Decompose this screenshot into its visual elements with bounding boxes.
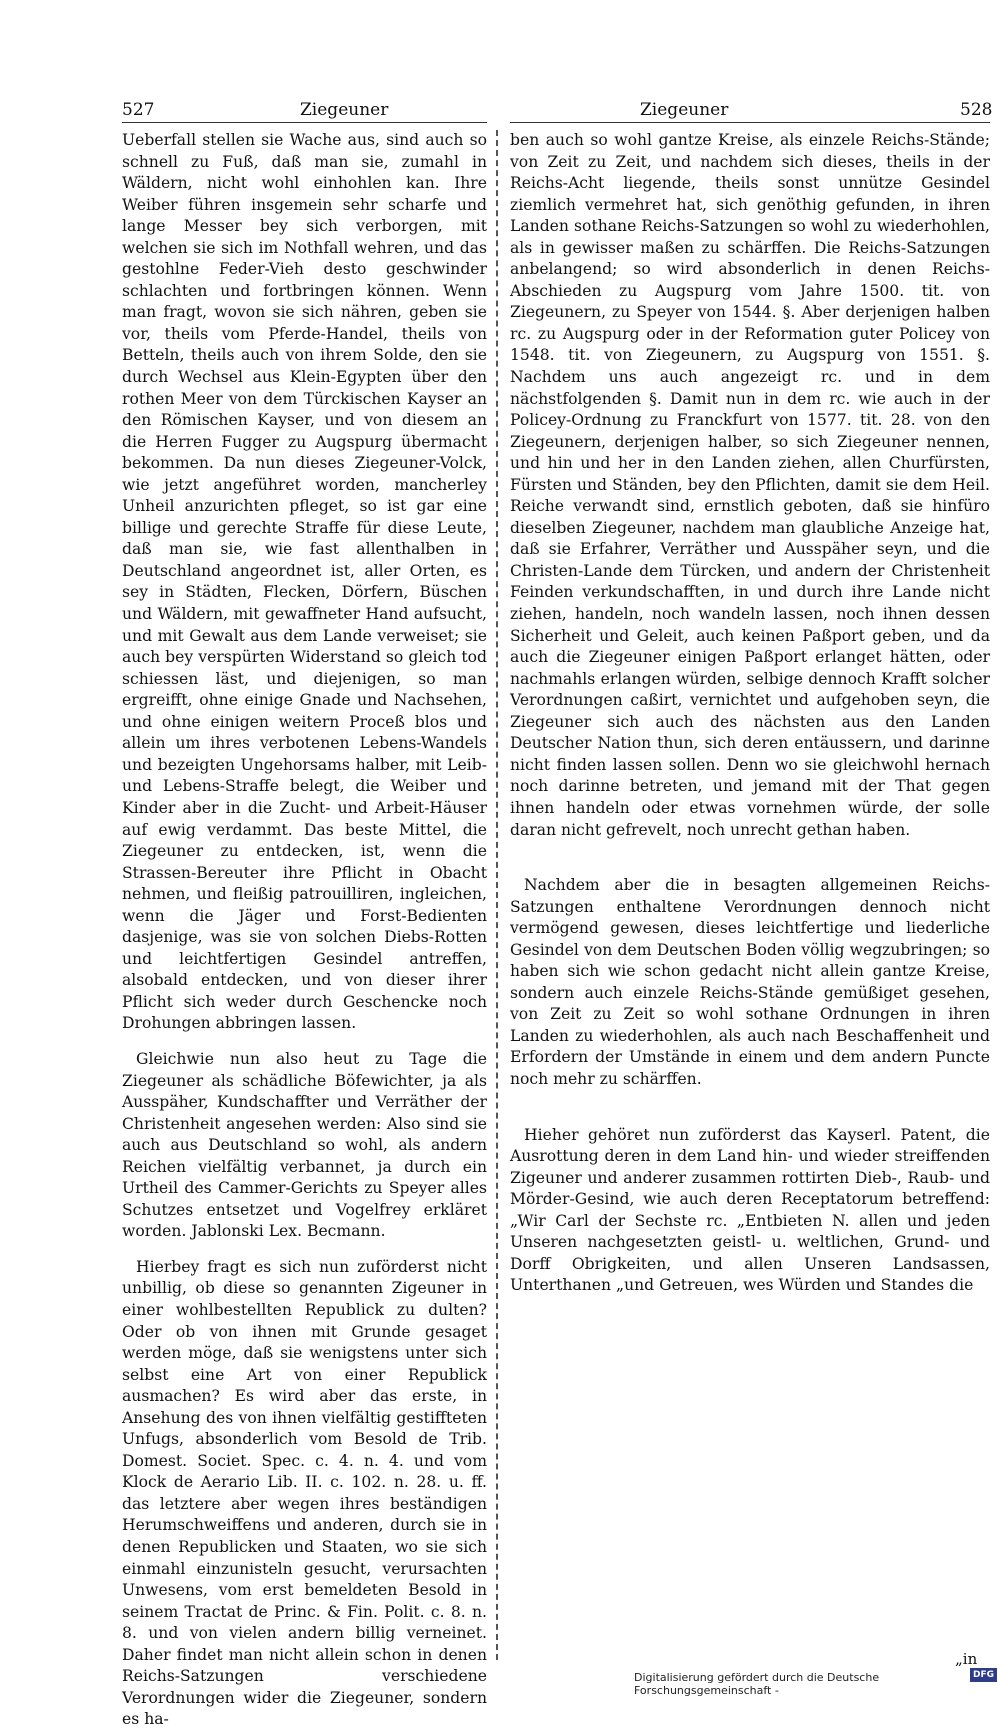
right-page-number: 528	[960, 100, 993, 120]
digitization-credit: Digitalisierung gefördert durch die Deutsche Forschungsgemeinschaft -	[634, 1671, 880, 1697]
header-rule-right	[510, 122, 990, 123]
catchword: „in	[955, 1650, 978, 1668]
left-text-column	[122, 130, 487, 1731]
left-paragraph-1: Ueberfall stellen sie Wache aus, sind auch so schnell zu Fuß, daß man sie, zumahl in Wäldern, nicht wohl einhohlen kan. Ihre Weiber führen insgemein sehr scharfe und lange Messer bey sich verborgen, mit welchen sie sich im Nothfall wehren, und das gestohlne Feder-Vieh desto geschwinder schlachten und fortbringen können. Wenn man fragt, wovon sie sich nähren, geben sie vor, theils vom Pferde-Handel, theils von Betteln, theils auch von ihrem Solde, den sie durch Wechsel aus Klein-Egypten über den rothen Meer von dem Türckischen Kayser an den Römischen Kayser, und von diesem an die Herren Fugger zu Augspurg übermacht bekommen. Da nun dieses Ziegeuner-Volck, wie jetzt angeführet worden, mancherley Unheil anzurichten pfleget, so ist gar eine billige und gerechte Straffe für diese Leute, daß man sie, wie fast allenthalben in Deutschland angeordnet ist, aller Orten, es sey in Städten, Flecken, Dörfern, Büschen und Wäldern, mit gewaffneter Hand aufsucht, und mit Gewalt aus dem Lande verweiset; sie auch bey verspürten Widerstand so gleich tod schiessen läst, und diejenigen, so man ergreifft, ohne einige Gnade und Nachsehen, und ohne einigen weitern Proceß blos und allein um ihres verbotenen Lebens-Wandels und bezeigten Ungehorsams halber, mit Leib- und Lebens-Straffe belegt, die Weiber und Kinder aber in die Zucht- und Arbeit-Häuser auf ewig verdammt. Das beste Mittel, die Ziegeuner zu entdecken, ist, wenn die Strassen-Bereuter ihre Pflicht in Obacht nehmen, und fleißig patrouilliren, ingleichen, wenn die Jäger und Forst-Bedienten dasjenige, was sie von solchen Diebs-Rotten und leichtfertigen Gesindel antreffen, alsobald entdecken, und von dieser ihrer Pflicht sich weder durch Geschencke noch Drohungen abbringen lassen.	[122, 131, 487, 1033]
right-paragraph-1: ben auch so wohl gantze Kreise, als einzele Reichs-Stände; von Zeit zu Zeit, und nachdem sich dieses, theils in der Reichs-Acht liegende, theils sonst unnütze Gesindel ziemlich vermehret hat, sich genöthig gefunden, in ihren Landen sothane Reichs-Satzungen so wohl zu wiederhohlen, als in gewisser maßen zu schärffen. Die Reichs-Satzungen anbelangend; so wird absonderlich in denen Reichs-Abschieden zu Augspurg vom Jahre 1500. tit. von Ziegeunern, zu Speyer von 1544. §. Aber derjenigen halben rc. zu Augspurg oder in der Reformation guter Policey von 1548. tit. von Ziegeunern, zu Augspurg von 1551. §. Nachdem uns auch angezeigt rc. und in dem nächstfolgenden §. Damit nun in dem rc. wie auch in der Policey-Ordnung zu Franckfurt von 1577. tit. 28. von den Ziegeunern, derjenigen halber, so sich Ziegeuner nennen, und hin und her in den Landen ziehen, allen Churfürsten, Fürsten und Ständen, bey den Pflichten, damit sie dem Heil. Reiche verwandt sind, ernstlich geboten, daß sie hinfüro dieselben Ziegeuner, nachdem man glaubliche Anzeige hat, daß sie Erfahrer, Verräther und Ausspäher seyn, und die Christen-Lande dem Türcken, und andern der Christenheit Feinden verkundschafften, in und durch ihre Lande nicht ziehen, handeln, noch wandeln lassen, noch ihnen dessen Sicherheit und Geleit, auch keinen Paßport geben, und da auch die Ziegeuner einigen Paßport erlanget hätten, oder nachmahls erlangen würden, selbige dennoch Krafft solcher Verordnungen caßirt, vernichtet und aufgehoben seyn, die Ziegeuner sich auch des nächsten aus den Landen Deutscher Nation thun, sich deren entäussern, und darinne nicht finden lassen sollen. Denn wo sie gleichwohl hernach noch darinne betreten, und jemand mit der That gegen ihnen handeln oder etwas vornehmen würde, der solle daran nicht gefrevelt, noch unrecht gethan haben.	[510, 131, 990, 839]
column-divider	[496, 130, 498, 1660]
left-running-title: Ziegeuner	[300, 100, 389, 120]
right-paragraph-2: Nachdem aber die in besagten allgemeinen Reichs-Satzungen enthaltene Verordnungen dennoch nicht vermögend gewesen, dieses leichtfertige und liederliche Gesindel von dem Deutschen Boden völlig wegzubringen; so haben sich wie schon gedacht nicht allein gantze Kreise, sondern auch einzele Reichs-Stände gemüßiget gesehen, von Zeit zu Zeit so wohl sothane Ordnungen in ihren Landen zu wiederhohlen, als auch nach Beschaffenheit und Erfordern der Umstände in einem und dem andern Puncte noch mehr zu schärffen.	[510, 876, 990, 1088]
left-paragraph-2: Gleichwie nun also heut zu Tage die Ziegeuner als schädliche Böfewichter, ja als Ausspäher, Kundschaffter und Verräther der Christenheit angesehen werden: Also sind sie auch aus Deutschland so wohl, als andern Reichen vielfältig verbannet, ja durch ein Urtheil des Cammer-Gerichts zu Speyer alles Schutzes entsetzet und Vogelfrey erkläret worden. Jablonski Lex. Becmann.	[122, 1049, 487, 1241]
left-page-number: 527	[122, 100, 155, 120]
left-paragraph-3: Hierbey fragt es sich nun zuförderst nicht unbillig, ob diese so genannten Zigeuner in einer wohlbestellten Republick zu dulten? Oder ob von ihnen mit Grunde gesaget werden möge, daß sie wenigstens unter sich selbst eine Art von einer Republick ausmachen? Es wird aber das erste, in Ansehung des von ihnen vielfältig gestiffteten Unfugs, absonderlich vom Besold de Trib. Domest. Societ. Spec. c. 4. n. 4. und vom Klock de Aerario Lib. II. c. 102. n. 28. u. ff. das letztere aber wegen ihres beständigen Herumschweiffens und anderen, durch sie in denen Republicken und Staaten, wo sie sich einmahl einzunisteln gesucht, verursachten Unwesens, vom erst bemeldeten Besold in seinem Tractat de Princ. & Fin. Polit. c. 8. n. 8. und von vielen andern billig verneinet. Daher findet man nicht allein schon in denen Reichs-Satzungen verschiedene Verordnungen wider die Ziegeuner, sondern es ha-	[122, 1257, 487, 1729]
header-rule-left	[122, 122, 487, 123]
dfg-logo: DFG	[970, 1668, 997, 1682]
right-text-column	[510, 130, 990, 1297]
right-running-title: Ziegeuner	[640, 100, 729, 120]
right-paragraph-3: Hieher gehöret nun zuförderst das Kayserl. Patent, die Ausrottung deren in dem Land hin- und wieder streiffenden Zigeuner und anderer zusammen rottirten Dieb-, Raub- und Mörder-Gesind, wie auch deren Receptatorum betreffend: „Wir Carl der Sechste rc. „Entbieten N. allen und jeden Unseren nachgesetzten geistl- u. weltlichen, Grund- und Dorff Obrigkeiten, und allen Unseren Landsassen, Unterthanen „und Getreuen, wes Würden und Standes die	[510, 1125, 990, 1295]
